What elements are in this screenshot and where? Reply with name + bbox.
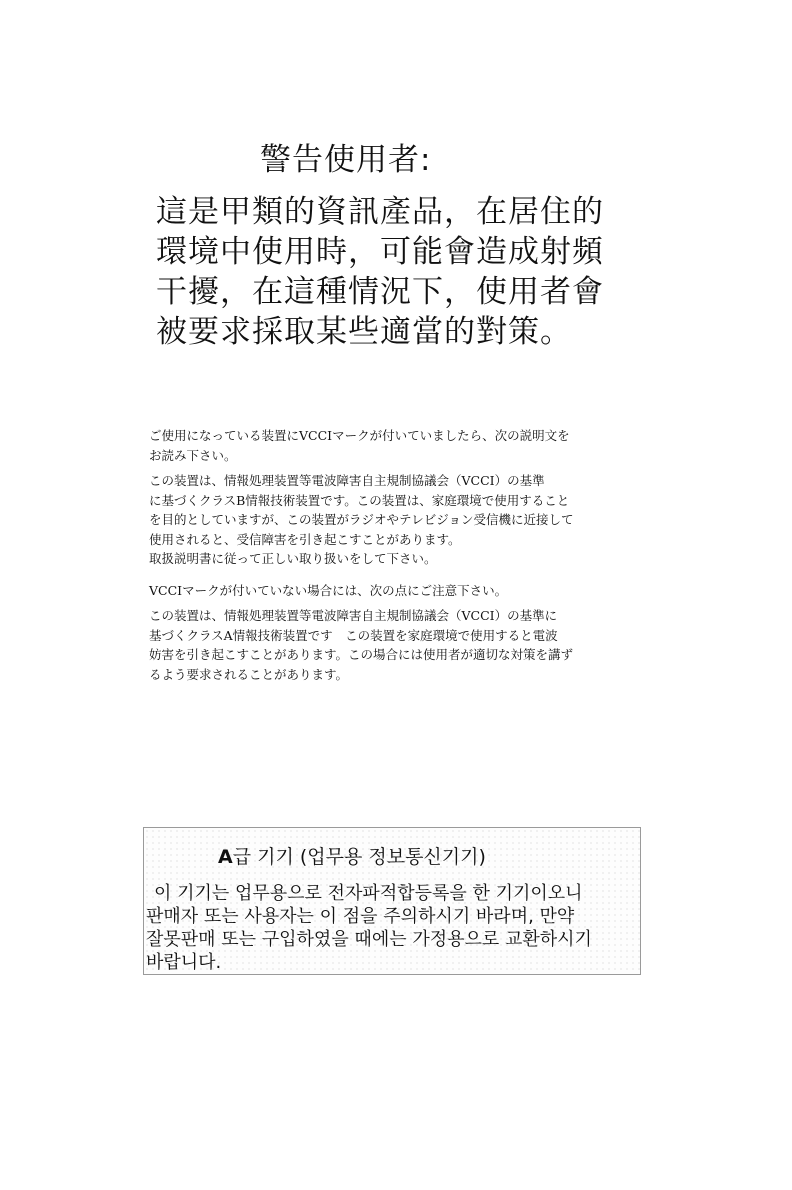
taiwan-warning-line: 環境中使用時，可能會造成射頻 bbox=[156, 234, 604, 270]
vcci-class-b-line: 使用されると、受信障害を引き起こすことがあります。 bbox=[149, 531, 461, 547]
vcci-class-a-line: 基づくクラスA情報技術装置です この装置を家庭環境で使用すると電波 bbox=[149, 627, 558, 643]
vcci-class-a-line: この装置は、情報処理装置等電波障害自主規制協議会（VCCI）の基準に bbox=[149, 608, 558, 623]
vcci-class-b-line: に基づくクラスB情報技術装置です。この装置は、家庭環境で使用すること bbox=[149, 492, 570, 508]
korea-notice-grade: A bbox=[218, 846, 233, 868]
korea-notice-title-text: 급 기기 (업무용 정보통신기기) bbox=[232, 846, 486, 868]
vcci-intro-line: お読み下さい。 bbox=[149, 447, 237, 463]
vcci-class-a-line: 妨害を引き起こすことがあります。この場合には使用者が適切な対策を講ず bbox=[149, 647, 574, 662]
vcci-class-a-line: るよう要求されることがあります。 bbox=[149, 666, 349, 682]
vcci-class-b-line: 取扱説明書に従って正しい取り扱いをして下さい。 bbox=[149, 551, 437, 566]
vcci-intro-line: ご使用になっている装置にVCCIマークが付いていましたら、次の説明文を bbox=[149, 428, 570, 443]
vcci-no-mark-paragraph bbox=[149, 581, 619, 601]
korea-notice-line: 판매자 또는 사용자는 이 점을 주의하시기 바라며, 만약 bbox=[146, 906, 575, 927]
japan-vcci-notice bbox=[149, 426, 619, 690]
korea-notice-line: 이 기기는 업무용으로 전자파적합등록을 한 기기이오니 bbox=[154, 883, 583, 904]
vcci-no-mark-line: VCCIマークが付いていない場合には、次の点にご注意下さい。 bbox=[149, 582, 508, 598]
vcci-class-b-paragraph bbox=[149, 471, 619, 569]
vcci-class-b-line: を目的としていますが、この装置がラジオやテレビジョン受信機に近接して bbox=[149, 512, 574, 527]
taiwan-warning-line: 這是甲類的資訊產品，在居住的 bbox=[156, 194, 604, 230]
vcci-intro-paragraph bbox=[149, 426, 619, 465]
taiwan-class-a-warning bbox=[156, 138, 656, 352]
korea-notice-line: 바랍니다. bbox=[146, 952, 222, 973]
vcci-class-a-paragraph bbox=[149, 606, 619, 684]
taiwan-warning-body bbox=[156, 192, 656, 352]
korea-notice-title bbox=[218, 844, 486, 870]
korea-notice-line: 잘못판매 또는 구입하였을 때에는 가정용으로 교환하시기 bbox=[146, 929, 592, 950]
taiwan-warning-heading: 警告使用者: bbox=[260, 142, 432, 178]
vcci-class-b-line: この装置は、情報処理装置等電波障害自主規制協議会（VCCI）の基準 bbox=[149, 473, 545, 488]
taiwan-warning-line: 干擾，在這種情況下，使用者會 bbox=[156, 274, 604, 310]
taiwan-warning-line: 被要求採取某些適當的對策。 bbox=[156, 314, 572, 350]
korea-class-a-notice bbox=[143, 827, 641, 975]
korea-notice-body bbox=[146, 882, 592, 974]
